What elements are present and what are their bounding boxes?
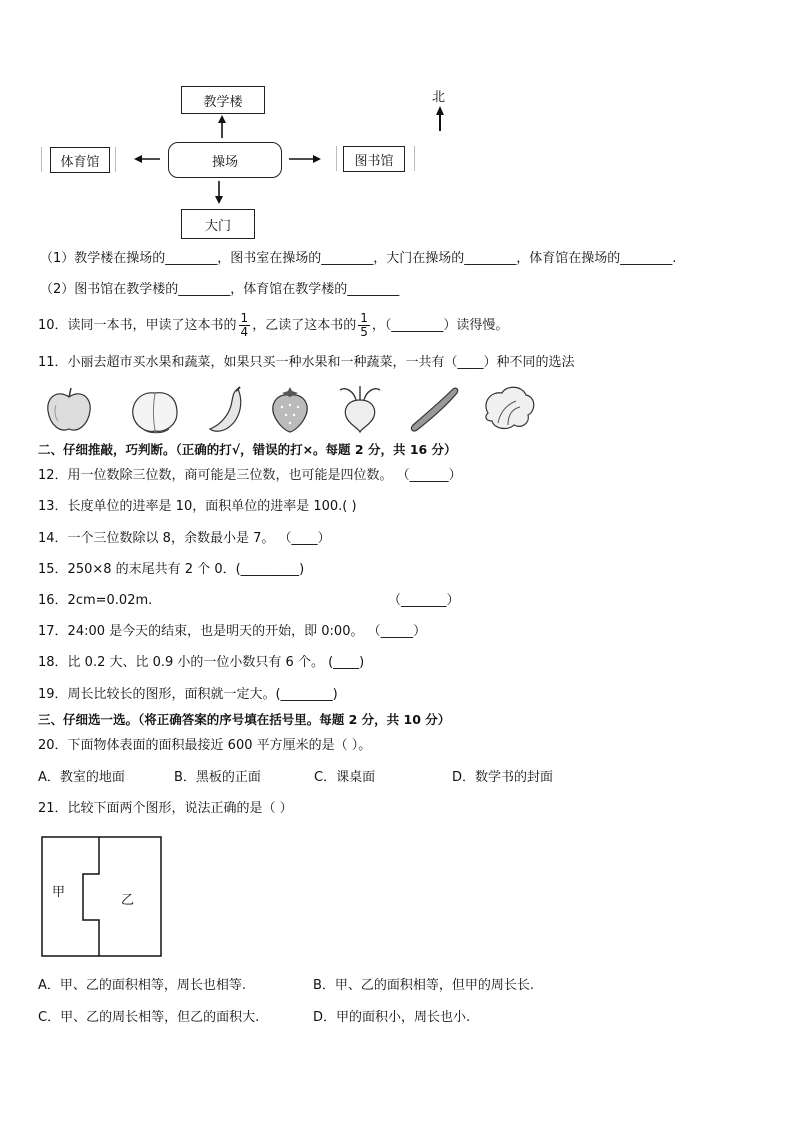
library-label: 图书馆 bbox=[354, 153, 394, 169]
banana-icon bbox=[204, 385, 248, 435]
north-label: 北 bbox=[432, 90, 446, 105]
gym-label: 体育馆 bbox=[60, 154, 100, 170]
radish-icon bbox=[332, 384, 388, 434]
teaching-building-label: 教学楼 bbox=[203, 94, 243, 110]
q20-option-a: A．教室的地面 bbox=[38, 770, 125, 785]
q20-option-b: B．黑板的正面 bbox=[174, 770, 261, 785]
q20-option-c: C．课桌面 bbox=[314, 770, 376, 785]
playground-label: 操场 bbox=[211, 154, 238, 170]
section-3-heading: 三、仔细选一选。（将正确答案的序号填在括号里。每题 2 分，共 10 分） bbox=[38, 712, 451, 727]
q21-option-d: D．甲的面积小，周长也小. bbox=[313, 1010, 471, 1025]
q21-option-a: A．甲、乙的面积相等，周长也相等. bbox=[38, 978, 247, 993]
q13: 13．长度单位的进率是 10，面积单位的进率是 100.( ) bbox=[38, 499, 357, 514]
q10 bbox=[38, 312, 508, 339]
q9-part2: （2）图书馆在教学楼的________，体育馆在教学楼的________ bbox=[40, 282, 400, 297]
cabbage-icon bbox=[478, 383, 538, 433]
shape-b-label: 乙 bbox=[121, 893, 135, 908]
fraction-one-quarter: $\frac{1}{4}$ bbox=[240, 311, 249, 339]
q12: 12．用一位数除三位数，商可能是三位数，也可能是四位数。 （______） bbox=[38, 468, 462, 483]
q16-answer-blank: （_______） bbox=[388, 593, 460, 608]
apple-icon bbox=[44, 385, 94, 435]
map-arrows bbox=[0, 0, 794, 260]
q20: 20．下面物体表面的面积最接近 600 平方厘米的是（ ）。 bbox=[38, 738, 372, 753]
q15: 15．250×8 的末尾共有 2 个 0．(_________) bbox=[38, 562, 305, 577]
q20-option-d: D．数学书的封面 bbox=[452, 770, 554, 785]
q16: 16．2cm=0.02m. bbox=[38, 593, 153, 608]
q11: 11．小丽去超市买水果和蔬菜，如果只买一种水果和一种蔬菜，一共有（____）种不同的选法 bbox=[38, 355, 575, 370]
q10-text-b: ，乙读了这本书的 bbox=[252, 318, 357, 333]
fraction-one-fifth: $\frac{1}{5}$ bbox=[360, 311, 368, 339]
shape-a-label: 甲 bbox=[52, 885, 66, 900]
q21: 21．比较下面两个图形，说法正确的是（ ） bbox=[38, 801, 293, 816]
q21-option-b: B．甲、乙的面积相等，但甲的周长长. bbox=[313, 978, 535, 993]
q21-option-c: C．甲、乙的周长相等，但乙的面积大. bbox=[38, 1010, 260, 1025]
q17: 17．24:00 是今天的结束，也是明天的开始，即 0:00。 （_____） bbox=[38, 624, 427, 639]
q18: 18．比 0.2 大、比 0.9 小的一位小数只有 6 个。 (____) bbox=[38, 655, 365, 670]
gate-label: 大门 bbox=[204, 218, 231, 234]
cucumber-icon bbox=[405, 385, 461, 435]
q10-text-a: 10．读同一本书，甲读了这本书的 bbox=[38, 318, 237, 333]
q10-text-c: ，（________）读得慢。 bbox=[371, 318, 509, 333]
strawberry-icon bbox=[268, 385, 312, 435]
peach-icon bbox=[129, 385, 181, 435]
q14: 14．一个三位数除以 8，余数最小是 7。 （____） bbox=[38, 531, 331, 546]
q9-part1: （1）教学楼在操场的________，图书室在操场的________，大门在操场的________，体育馆在操场的________. bbox=[40, 251, 677, 266]
q19: 19．周长比较长的图形，面积就一定大。(________) bbox=[38, 687, 338, 702]
section-2-heading: 二、仔细推敲，巧判断。（正确的打√，错误的打×。每题 2 分，共 16 分） bbox=[38, 442, 457, 457]
